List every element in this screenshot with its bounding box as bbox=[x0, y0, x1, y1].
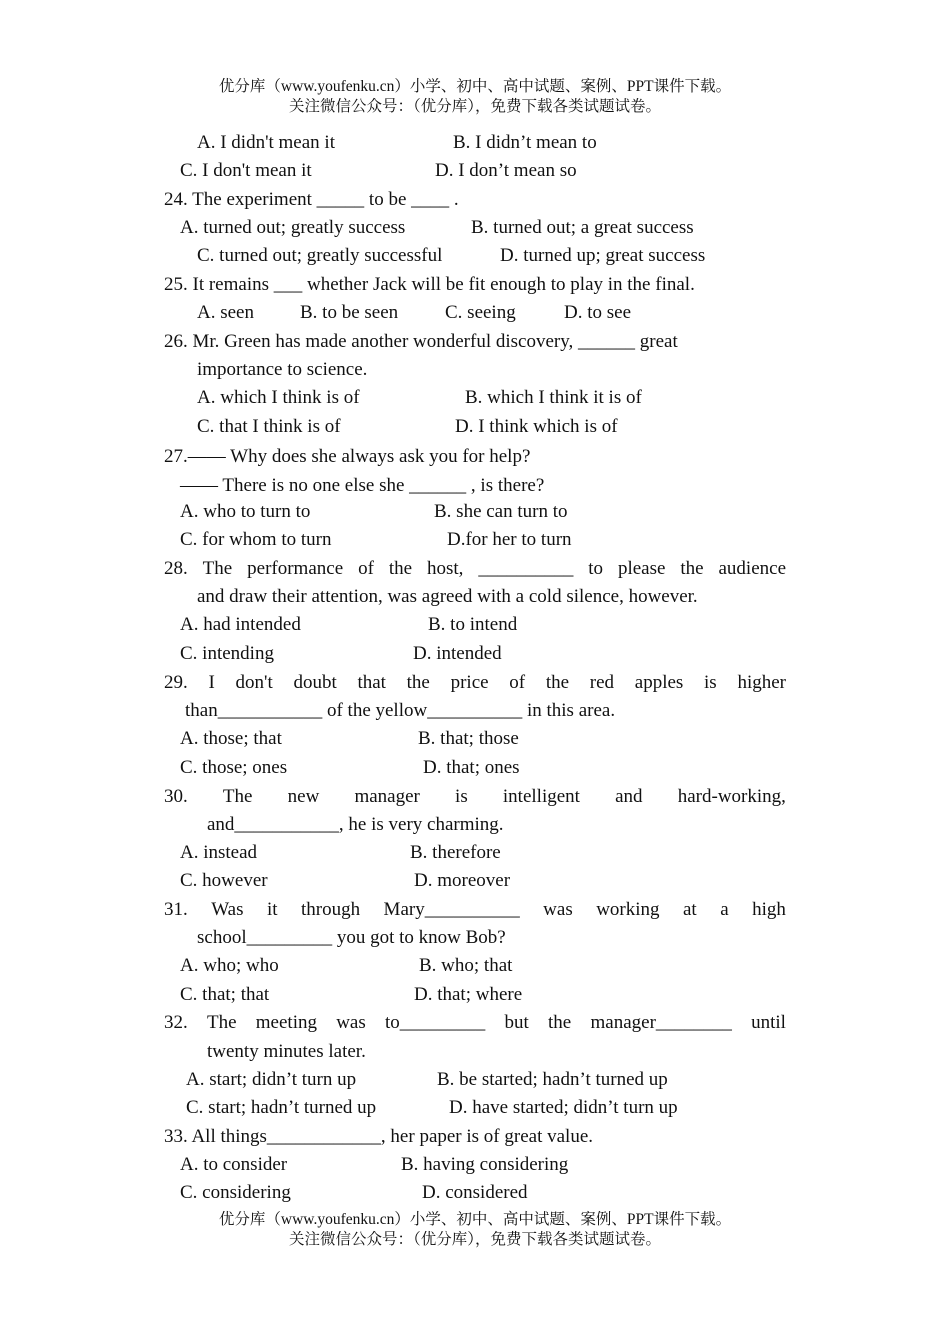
q31-stem-line-2: school_________ you got to know Bob? bbox=[197, 927, 506, 948]
word: The bbox=[202, 558, 233, 579]
q31-option-b: B. who; that bbox=[419, 955, 513, 976]
word: don't bbox=[235, 672, 273, 693]
word: is bbox=[704, 672, 717, 693]
q23-option-a: A. I didn't mean it bbox=[197, 132, 335, 153]
word: to_________ bbox=[385, 1012, 486, 1033]
q26-option-d: D. I think which is of bbox=[455, 416, 618, 437]
q30-option-b: B. therefore bbox=[410, 842, 501, 863]
word: red bbox=[589, 672, 615, 693]
q32-stem-line-1 bbox=[164, 1011, 786, 1035]
word: that bbox=[357, 672, 386, 693]
q27-stem-line-1: 27.—— Why does she always ask you for help? bbox=[164, 446, 531, 467]
word: 28. bbox=[164, 558, 188, 579]
word: it bbox=[266, 899, 278, 920]
word: performance bbox=[247, 558, 344, 579]
word: 30. bbox=[164, 786, 188, 807]
q29-option-c: C. those; ones bbox=[180, 757, 288, 778]
word: manager bbox=[354, 786, 420, 807]
q31-option-d: D. that; where bbox=[414, 984, 523, 1005]
word: was bbox=[543, 899, 573, 920]
q32-option-a: A. start; didn’t turn up bbox=[186, 1069, 357, 1090]
word: The bbox=[206, 1012, 237, 1033]
word: meeting bbox=[255, 1012, 317, 1033]
q25-stem: 25. It remains ___ whether Jack will be fit enough to play in the final. bbox=[164, 274, 695, 295]
word: higher bbox=[737, 672, 786, 693]
q32-stem-line-2: twenty minutes later. bbox=[207, 1041, 366, 1062]
page-footer-line-2: 关注微信公众号：（优分库），免费下载各类试题试卷。 bbox=[288, 1231, 661, 1248]
word: the bbox=[680, 558, 704, 579]
q24-option-a: A. turned out; greatly success bbox=[180, 217, 406, 238]
q33-stem: 33. All things____________, her paper is of great value. bbox=[164, 1126, 594, 1147]
q29-stem-line-1 bbox=[164, 671, 786, 695]
q28-stem-line-1 bbox=[164, 557, 786, 581]
q26-stem-line-2: importance to science. bbox=[197, 359, 368, 380]
q26-stem-line-1: 26. Mr. Green has made another wonderful discovery, ______ great bbox=[164, 331, 678, 352]
q28-option-b: B. to intend bbox=[428, 614, 518, 635]
q30-stem-line-2: and___________, he is very charming. bbox=[207, 814, 504, 835]
q30-stem-line-1 bbox=[164, 785, 786, 809]
q28-stem-line-2: and draw their attention, was agreed with a cold silence, however. bbox=[197, 586, 698, 607]
word: working bbox=[596, 899, 660, 920]
q23-option-d: D. I don’t mean so bbox=[435, 160, 577, 181]
q32-option-d: D. have started; didn’t turn up bbox=[449, 1097, 678, 1118]
word: at bbox=[683, 899, 697, 920]
word: manager________ bbox=[590, 1012, 732, 1033]
q25-option-c: C. seeing bbox=[445, 302, 516, 323]
word: the bbox=[548, 1012, 572, 1033]
answer-blank: __________ bbox=[478, 558, 574, 579]
q26-option-c: C. that I think is of bbox=[197, 416, 341, 437]
q27-option-c: C. for whom to turn bbox=[180, 529, 332, 550]
q28-option-c: C. intending bbox=[180, 643, 274, 664]
q27-stem-line-2: —— There is no one else she ______ , is there? bbox=[180, 475, 545, 496]
q25-option-b: B. to be seen bbox=[300, 302, 399, 323]
word: please bbox=[617, 558, 666, 579]
q28-option-a: A. had intended bbox=[180, 614, 301, 635]
word: until bbox=[751, 1012, 786, 1033]
word: The bbox=[222, 786, 253, 807]
q30-option-d: D. moreover bbox=[414, 870, 511, 891]
word: Was bbox=[211, 899, 244, 920]
word: hard-working, bbox=[677, 786, 786, 807]
q29-option-a: A. those; that bbox=[180, 728, 282, 749]
q33-option-a: A. to consider bbox=[180, 1154, 288, 1175]
word: intelligent bbox=[502, 786, 580, 807]
word: Mary__________ bbox=[383, 899, 520, 920]
word: 29. bbox=[164, 672, 188, 693]
q28-option-d: D. intended bbox=[413, 643, 502, 664]
word: audience bbox=[718, 558, 786, 579]
word: the bbox=[388, 558, 413, 579]
word: price bbox=[450, 672, 489, 693]
word: apples bbox=[634, 672, 684, 693]
q32-option-c: C. start; hadn’t turned up bbox=[186, 1097, 377, 1118]
word: was bbox=[336, 1012, 366, 1033]
q25-option-d: D. to see bbox=[564, 302, 632, 323]
q33-option-c: C. considering bbox=[180, 1182, 291, 1203]
q30-option-a: A. instead bbox=[180, 842, 258, 863]
q31-option-a: A. who; who bbox=[180, 955, 279, 976]
page-footer-line-1: 优分库（www.youfenku.cn）小学、初中、高中试题、案例、PPT课件下载。 bbox=[218, 1211, 732, 1228]
word: of bbox=[358, 558, 374, 579]
q27-option-b: B. she can turn to bbox=[434, 501, 568, 522]
word: 31. bbox=[164, 899, 188, 920]
word: through bbox=[300, 899, 361, 920]
q24-option-b: B. turned out; a great success bbox=[471, 217, 694, 238]
page-header-line-1: 优分库（www.youfenku.cn）小学、初中、高中试题、案例、PPT课件下载。 bbox=[218, 78, 732, 95]
word: host, bbox=[426, 558, 464, 579]
q27-option-d: D.for her to turn bbox=[447, 529, 572, 550]
q24-option-c: C. turned out; greatly successful bbox=[197, 245, 443, 266]
word: 32. bbox=[164, 1012, 188, 1033]
q29-option-d: D. that; ones bbox=[423, 757, 520, 778]
q29-stem-line-2: than___________ of the yellow__________ in this area. bbox=[185, 700, 616, 721]
word: I bbox=[208, 672, 215, 693]
q29-option-b: B. that; those bbox=[418, 728, 519, 749]
q33-option-d: D. considered bbox=[422, 1182, 528, 1203]
word: new bbox=[287, 786, 320, 807]
q24-stem: 24. The experiment _____ to be ____ . bbox=[164, 189, 459, 210]
page-header-line-2: 关注微信公众号：（优分库），免费下载各类试题试卷。 bbox=[288, 98, 661, 115]
q33-option-b: B. having considering bbox=[401, 1154, 569, 1175]
word: the bbox=[406, 672, 430, 693]
q25-option-a: A. seen bbox=[197, 302, 254, 323]
word: high bbox=[752, 899, 786, 920]
q31-option-c: C. that; that bbox=[180, 984, 270, 1005]
word: a bbox=[720, 899, 729, 920]
word: the bbox=[545, 672, 570, 693]
word: doubt bbox=[293, 672, 337, 693]
word: is bbox=[455, 786, 468, 807]
word: but bbox=[504, 1012, 529, 1033]
q26-option-b: B. which I think it is of bbox=[465, 387, 642, 408]
q23-option-c: C. I don't mean it bbox=[180, 160, 312, 181]
q23-option-b: B. I didn’t mean to bbox=[453, 132, 597, 153]
word: of bbox=[509, 672, 526, 693]
word: to bbox=[588, 558, 604, 579]
q27-option-a: A. who to turn to bbox=[180, 501, 311, 522]
q26-option-a: A. which I think is of bbox=[197, 387, 360, 408]
q30-option-c: C. however bbox=[180, 870, 268, 891]
q24-option-d: D. turned up; great success bbox=[500, 245, 706, 266]
q32-option-b: B. be started; hadn’t turned up bbox=[437, 1069, 668, 1090]
word: and bbox=[615, 786, 643, 807]
q31-stem-line-1 bbox=[164, 898, 786, 922]
